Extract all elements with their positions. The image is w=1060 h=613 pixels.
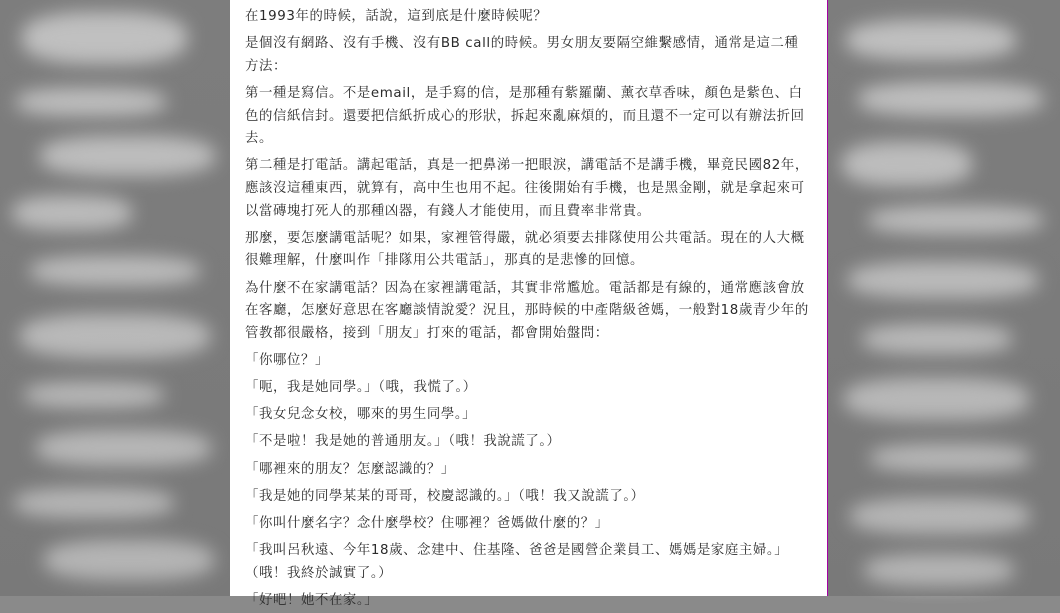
paragraph-method-letters: 第一種是寫信。不是email，是手寫的信，是那種有紫羅蘭、薰衣草香味，顏色是紫色、白色的信紙信封。還要把信紙折成心的形狀，拆起來亂麻煩的，而且還不一定可以有辦法折回去。 — [245, 85, 805, 147]
paragraph-context: 是個沒有網路、沒有手機、沒有BB call的時候。男女朋友要隔空維繫感情，通常是這二種方法： — [245, 36, 799, 74]
dialogue-line: 「我是她的同學某某的哥哥，校慶認識的。」（哦！我又說謊了。） — [245, 488, 645, 504]
paragraph-intro-question: 在1993年的時候，話說，這到底是什麼時候呢？ — [245, 9, 548, 24]
article-body — [230, 0, 828, 613]
paragraph-public-phone: 那麼，要怎麼講電話呢？如果，家裡管得嚴，就必須要去排隊使用公共電話。現在的人大概很難理解，什麼叫作「排隊用公共電話」，那真的是悲慘的回憶。 — [245, 230, 805, 269]
dialogue-line: 「哪裡來的朋友？怎麼認識的？」 — [245, 461, 455, 477]
blurred-backdrop-left — [0, 0, 230, 596]
dialogue-line: 「呃，我是她同學。」（哦，我慌了。） — [245, 380, 477, 396]
dialogue-line: 「我叫呂秋遠、今年18歲、念建中、住基隆、爸爸是國營企業員工、媽媽是家庭主婦。」（哦！我終於誠實了。） — [245, 543, 789, 581]
article-page — [230, 0, 828, 608]
dialogue-line: 「我女兒念女校，哪來的男生同學。」 — [245, 407, 477, 423]
paragraph-home-phone: 為什麼不在家講電話？因為在家裡講電話，其實非常尷尬。電話都是有線的，通常應該會放在客廳，怎麼好意思在客廳談情說愛？況且，那時候的中產階級爸媽，一般對18歲青少年的管教都很嚴格，接到「朋友」打來的電話，都會開始盤問： — [245, 280, 809, 341]
dialogue-line: 「不是啦！我是她的普通朋友。」（哦！我說謊了。） — [245, 434, 561, 450]
paragraph-method-phone: 第二種是打電話。講起電話，真是一把鼻涕一把眼淚，講電話不是講手機，畢竟民國82年，應該沒這種東西，就算有，高中生也用不起。往後開始有手機，也是黑金剛，就是拿起來可以當磚塊打死人的那種凶器，有錢人才能使用，而且費率非常貴。 — [245, 158, 809, 219]
dialogue-line: 「你叫什麼名字？念什麼學校？住哪裡？爸媽做什麼的？」 — [245, 516, 609, 531]
dialogue-line: 「好吧！她不在家。」 — [245, 592, 379, 608]
dialogue-line: 「你哪位？」 — [245, 352, 329, 368]
blurred-backdrop-right — [828, 0, 1060, 596]
